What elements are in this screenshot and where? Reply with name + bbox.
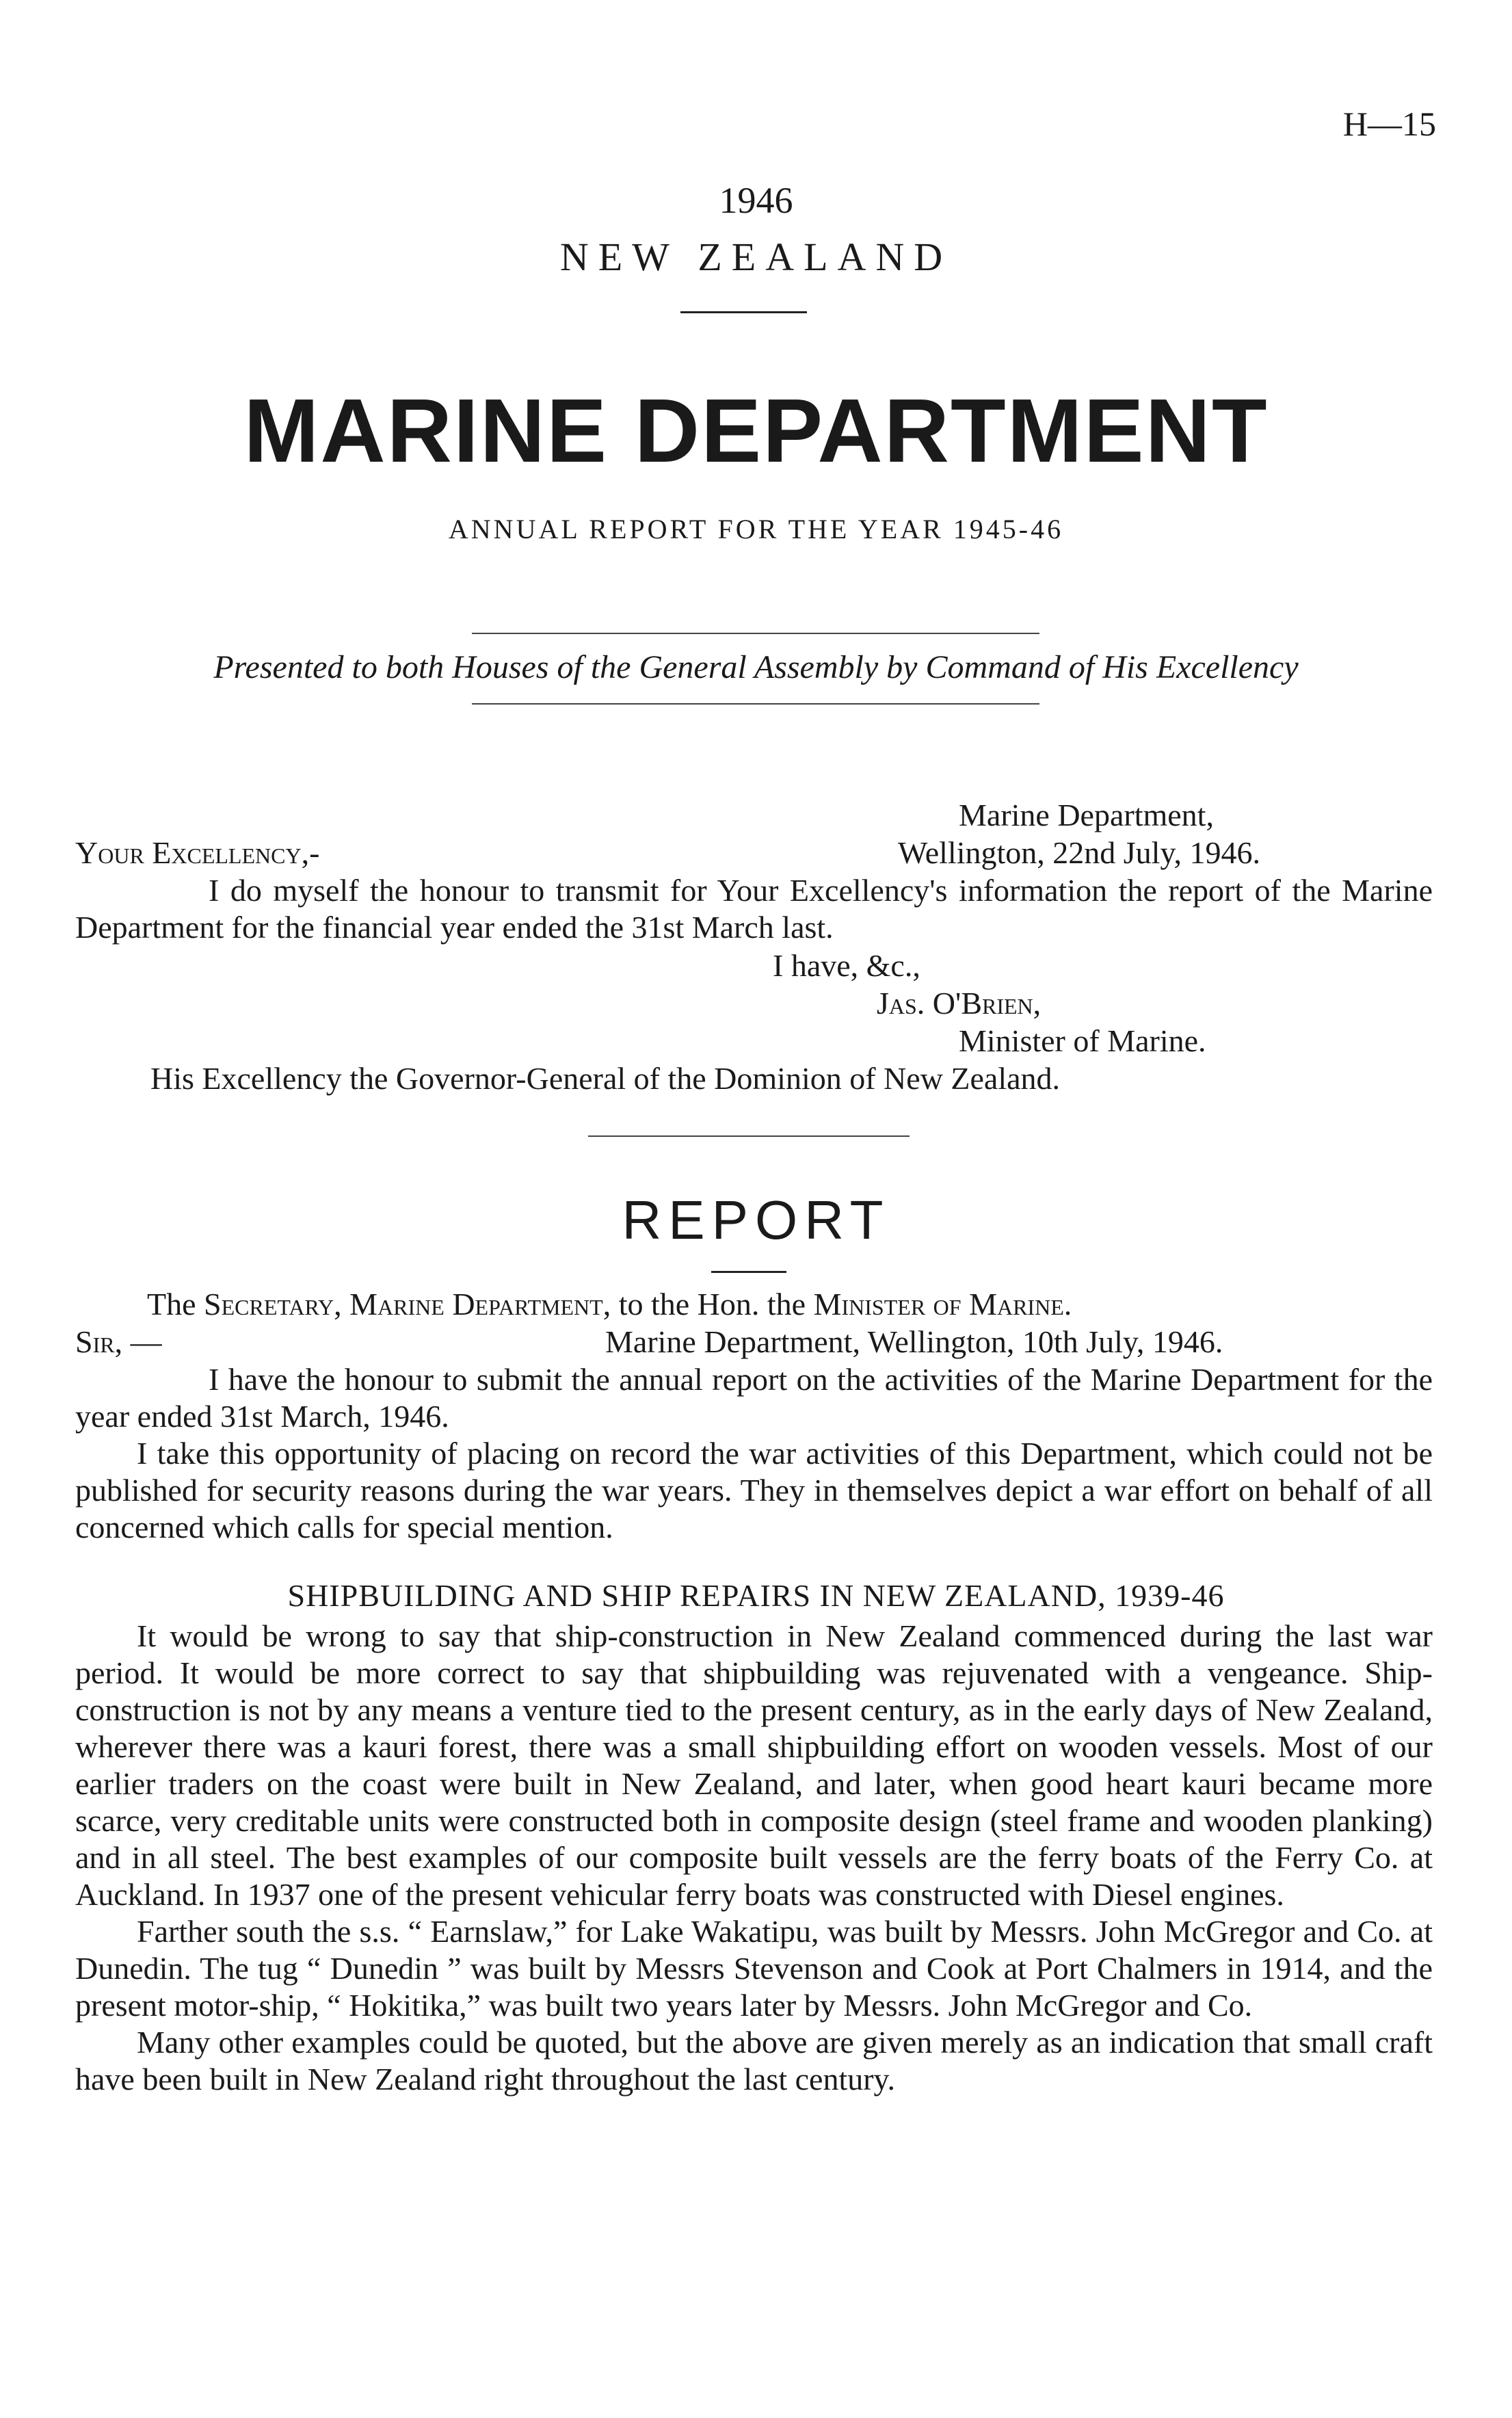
letter-address-line1: Marine Department, <box>959 798 1214 832</box>
letter-salutation: Your Excellency,- <box>75 835 320 870</box>
letter-address-line2: Wellington, 22nd July, 1946. <box>898 835 1260 870</box>
header-rule <box>680 311 807 313</box>
page-number: H—15 <box>1342 105 1436 143</box>
to-minister: Minister of Marine. <box>813 1287 1072 1322</box>
from-to-middle: to the Hon. the <box>618 1287 806 1322</box>
section-paragraph-2: Farther south the s.s. “ Earnslaw,” for Lake Wakatipu, was built by Messrs. John McGregor and Co. at Dunedin. The tug “ Dunedin ” was built by Messrs Stevenson and Cook at Port Chalmers in 1914, and the present motor-ship, “ Hokitika,” was built two years later by Messrs. John McGregor and Co. <box>75 1914 1433 2023</box>
presented-rule-top <box>472 633 1039 634</box>
document-title: MARINE DEPARTMENT <box>243 380 1269 481</box>
section-heading: SHIPBUILDING AND SHIP REPAIRS IN NEW ZEALAND, 1939-46 <box>287 1578 1225 1613</box>
document-subtitle: ANNUAL REPORT FOR THE YEAR 1945-46 <box>448 514 1064 544</box>
report-rule <box>711 1271 786 1273</box>
section-paragraph-3: Many other examples could be quoted, but the above are given merely as an indication that small craft have been built in New Zealand right throughout the last century. <box>75 2025 1433 2097</box>
letter-signatory-title: Minister of Marine. <box>959 1023 1206 1058</box>
report-year: 1946 <box>719 180 793 221</box>
letter-addressee: His Excellency the Governor-General of the Dominion of New Zealand. <box>150 1061 1061 1096</box>
presented-rule-bottom <box>472 703 1039 705</box>
presented-line: Presented to both Houses of the General Assembly by Command of His Excellency <box>213 649 1299 685</box>
report-body <box>75 1361 1433 1546</box>
report-salutation: Sir, — <box>75 1324 162 1359</box>
report-paragraph-1: I have the honour to submit the annual report on the activities of the Marine Department for the year ended 31st March, 1946. <box>75 1362 1433 1434</box>
country-heading: NEW ZEALAND <box>559 235 953 279</box>
report-heading: REPORT <box>622 1190 890 1250</box>
from-to-prefix: The <box>147 1287 196 1322</box>
report-paragraph-2: I take this opportunity of placing on record the war activities of this Department, which could not be published for security reasons during the war years. They in themselves depict a war effort on behalf of all concerned which calls for special mention. <box>75 1436 1433 1545</box>
letter-divider <box>588 1135 910 1137</box>
letter-closing: I have, &c., <box>773 948 920 983</box>
section-paragraph-1: It would be wrong to say that ship-construction in New Zealand commenced during the last war period. It would be more correct to say that shipbuilding was rejuvenated with a vengeance. Ship-construction is not by any means a venture tied to the present century, as in the early days of New Zealand, wherever there was a kauri forest, there was a small shipbuilding effort on wooden vessels. Most of our earlier traders on the coast were built in New Zealand, and later, when good heart kauri became more scarce, very creditable units were constructed both in composite design (steel frame and wooden planking) and in all steel. The best examples of our composite built vessels are the ferry boats of the Ferry Co. at Auckland. In 1937 one of the present vehicular ferry boats was constructed with Diesel engines. <box>75 1618 1433 1912</box>
letter-body: I do myself the honour to transmit for Your Excellency's information the report of the Marine Department for the financial year ended the 31st March last. <box>75 873 1433 945</box>
report-dateline: Marine Department, Wellington, 10th July, 1946. <box>605 1324 1223 1359</box>
report-from-to <box>147 1286 1433 1322</box>
from-secretary: Secretary, Marine Department, <box>204 1287 611 1322</box>
letter-signatory: Jas. O'Brien, <box>877 986 1042 1021</box>
section-body <box>75 1618 1433 2098</box>
